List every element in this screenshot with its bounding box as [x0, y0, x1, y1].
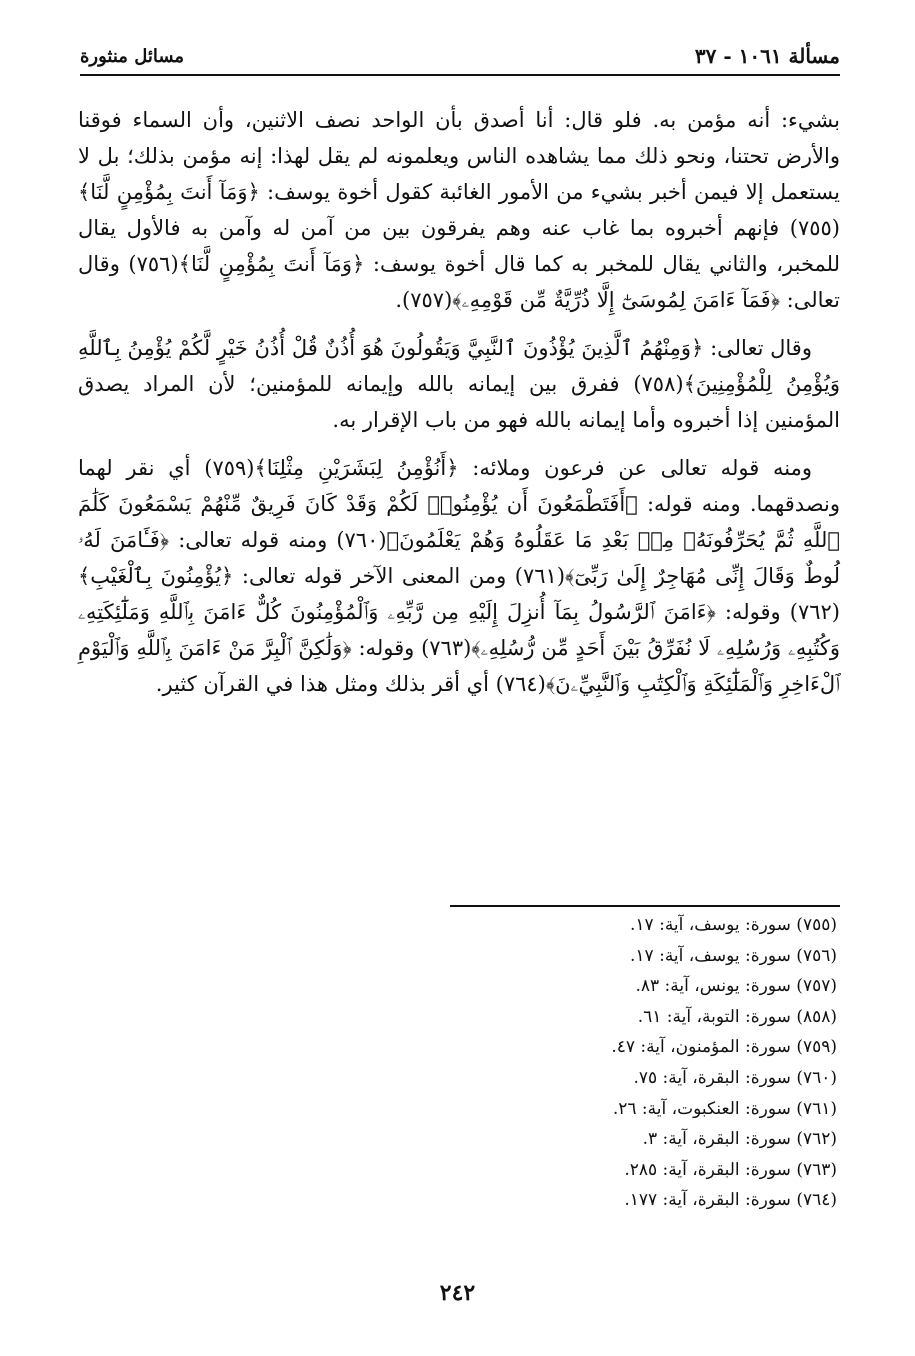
- header-divider: [80, 74, 840, 76]
- footnote: (٧٦٣) سورة: البقرة، آية: ٢٨٥.: [624, 1159, 837, 1180]
- paragraph: وقال تعالى: ﴿وَمِنْهُمُ ٱلَّذِينَ يُؤْذُونَ ٱلنَّبِيَّ وَيَقُولُونَ هُوَ أُذُنٌ قُلْ أُذُنُ خَيْرٍ لَّكُمْ يُؤْمِنُ بِٱللَّهِ وَيُؤْمِنُ لِلْمُؤْمِنِينَ﴾(٧٥٨) ففرق بين إيمانه بالله وإيمانه للمؤمنين؛ لأن المراد يصدق المؤمنين إذا أخبروه وأما إيمانه بالله فهو من باب الإقرار به.: [78, 336, 840, 432]
- page-number: ٢٤٢: [439, 1280, 476, 1306]
- footnote: (٧٥٦) سورة: يوسف، آية: ١٧.: [630, 945, 837, 966]
- footnote: (٧٦٠) سورة: البقرة، آية: ٧٥.: [633, 1067, 837, 1088]
- footnote: (٧٥٧) سورة: يونس، آية: ٨٣.: [635, 976, 837, 997]
- footnote: (٧٥٥) سورة: يوسف، آية: ١٧.: [630, 915, 837, 935]
- footnote: (٧٦٤) سورة: البقرة، آية: ١٧٧.: [624, 1190, 837, 1211]
- footnote: (٧٥٩) سورة: المؤمنون، آية: ٤٧.: [611, 1037, 837, 1058]
- header-book-section: مسائل منثورة: [80, 46, 185, 67]
- footnote: (٧٦٢) سورة: البقرة، آية: ٣.: [642, 1129, 837, 1150]
- footnote-divider: [450, 905, 840, 907]
- footnote: (٧٦١) سورة: العنكبوت، آية: ٢٦.: [612, 1098, 837, 1119]
- paragraph: بشيء: أنه مؤمن به. فلو قال: أنا أصدق بأن الواحد نصف الاثنين، وأن السماء فوقنا والأرض تحتنا، ونحو ذلك مما يشاهده الناس ويعلمونه لم يقل لهذا: إنه مؤمن بذلك؛ بل لا يستعمل إلا فيمن أخبر بشيء من الأمور الغائبة كقول أخوة يوسف: ﴿وَمَآ أَنتَ بِمُؤْمِنٍ لَّنَا﴾(٧٥٥) فإنهم أخبروه بما غاب عنه وهم يفرقون بين من آمن له وآمن به فالأول يقال للمخبر، والثاني يقال للمخبر به كما قال أخوة يوسف: ﴿وَمَآ أَنتَ بِمُؤْمِنٍ لَّنَا﴾(٧٥٦) وقال تعالى: ﴿فَمَآ ءَامَنَ لِمُوسَىٰٓ إِلَّا ذُرِّيَّةٌ مِّن قَوْمِهِۦ﴾(٧٥٧).: [78, 108, 840, 312]
- footnote: (٨٥٨) سورة: التوبة، آية: ٦١.: [637, 1006, 837, 1027]
- header-chapter-title: مسألة ١٠٦١ - ٣٧: [694, 44, 840, 68]
- paragraph: ومنه قوله تعالى عن فرعون وملائه: ﴿أَنُؤْمِنُ لِبَشَرَيْنِ مِثْلِنَا﴾(٧٥٩) أي نقر لهما ونصدقهما. ومنه قوله: ﴿أَفَتَطْمَعُونَ أَن يُؤْمِنُوا۟ لَكُمْ وَقَدْ كَانَ فَرِيقٌ مِّنْهُمْ يَسْمَعُونَ كَلَٰمَ ٱللَّهِ ثُمَّ يُحَرِّفُونَهُۥ مِنۢ بَعْدِ مَا عَقَلُوهُ وَهُمْ يَعْلَمُونَ﴾(٧٦٠) ومنه قوله تعالى: ﴿فَـَٔامَنَ لَهُۥ لُوطٌ وَقَالَ إِنِّى مُهَاجِرٌ إِلَىٰ رَبِّىٓ﴾(٧٦١) ومن المعنى الآخر قوله تعالى: ﴿يُؤْمِنُونَ بِٱلْغَيْبِ﴾(٧٦٢) وقوله: ﴿ءَامَنَ ٱلرَّسُولُ بِمَآ أُنزِلَ إِلَيْهِ مِن رَّبِّهِۦ وَٱلْمُؤْمِنُونَ كُلٌّ ءَامَنَ بِٱللَّهِ وَمَلَٰٓئِكَتِهِۦ وَكُتُبِهِۦ وَرُسُلِهِۦ لَا نُفَرِّقُ بَيْنَ أَحَدٍ مِّن رُّسُلِهِۦ﴾(٧٦٣) وقوله: ﴿وَلَٰكِنَّ ٱلْبِرَّ مَنْ ءَامَنَ بِٱللَّهِ وَٱلْيَوْمِ ٱلْءَاخِرِ وَٱلْمَلَٰٓئِكَةِ وَٱلْكِتَٰبِ وَٱلنَّبِيِّۦنَ﴾(٧٦٤) أي أقر بذلك ومثل هذا في القرآن كثير.: [78, 456, 840, 696]
- main-text: [78, 102, 840, 714]
- footnotes: [337, 910, 837, 1216]
